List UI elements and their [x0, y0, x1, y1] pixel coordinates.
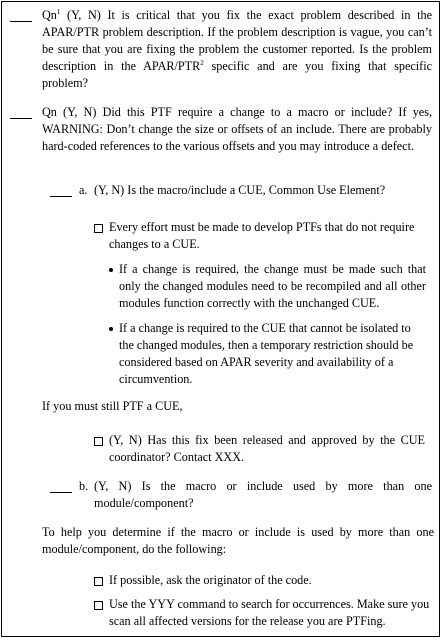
item-b-question: (Y, N) Is the macro or include used by more than one module/component?	[94, 479, 432, 510]
cue-line: If you must still PTF a CUE,	[42, 399, 183, 413]
check-ask-originator-text: If possible, ask the originator of the code.	[109, 573, 312, 587]
document-page	[1, 1, 440, 637]
help-text: To help you determine if the macro or include is used by more than one module/component, do the following:	[42, 525, 434, 556]
answer-blank-q2[interactable]	[10, 108, 32, 119]
checkbox-yyy-command[interactable]	[94, 601, 103, 610]
bullet-text: If a change is required, the change must be made such that only the changed modules need to be recompiled and all other modules function correctly with the unchanged CUE.	[119, 262, 426, 310]
question-2: Qn (Y, N) Did this PTF require a change to a macro or include? If yes, WARNING: Don’t change the size or offsets of an include. There are probably hard-coded references to the various offsets and you may introduce a defect.	[42, 105, 432, 153]
checkbox-fix-released[interactable]	[94, 437, 103, 446]
checkbox-ask-originator[interactable]	[94, 577, 103, 586]
item-b-label: b.	[79, 479, 89, 493]
check-yyy-command-text: Use the YYY command to search for occurrences. Make sure you scan all affected versions for the release you are PTFing.	[109, 597, 430, 628]
bullet-text: If a change is required to the CUE that cannot be isolated to the changed modules, then a temporary restriction should be considered based on APAR severity and availability of a circumvention.	[119, 321, 414, 386]
item-a-question: (Y, N) Is the macro/include a CUE, Common Use Element?	[94, 183, 386, 197]
bullet-item	[109, 261, 426, 312]
bullet-item	[109, 320, 426, 388]
bullet-dot	[109, 327, 113, 331]
check-cue-effort-text: Every effort must be made to develop PTFs that do not require changes to a CUE.	[109, 220, 415, 251]
item-a-label: a.	[79, 183, 88, 197]
check-fix-released-text: (Y, N) Has this fix been released and approved by the CUE coordinator? Contact XXX.	[109, 433, 425, 464]
checkbox-cue-effort[interactable]	[94, 224, 103, 233]
answer-blank-b[interactable]	[50, 482, 72, 493]
bullet-dot	[109, 268, 113, 272]
question-1: Qn$^1$ (Y, N) It is critical that you fix the exact problem described in the APAR/PTR problem description. If the problem description is vague, you can’t be sure that you are fixing the problem the customer reported. Is the problem description in the APAR/PTR$^2$ specific and are you fixing that specific problem?	[42, 7, 433, 90]
answer-blank-a[interactable]	[50, 186, 72, 197]
answer-blank-q1[interactable]	[10, 11, 32, 22]
